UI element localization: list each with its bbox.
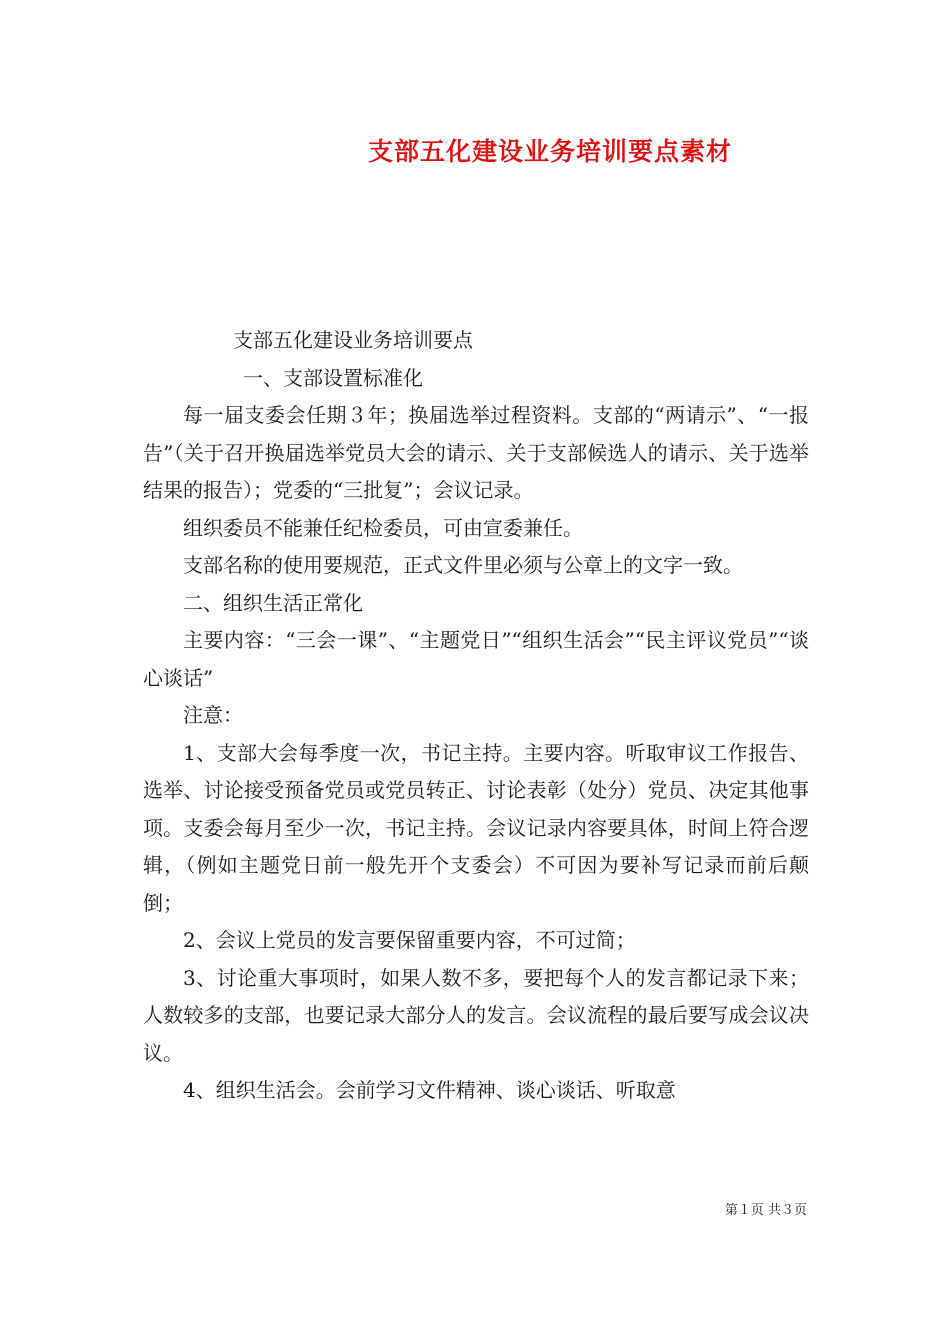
paragraph: 每一届支委会任期３年；换届选举过程资料。支部的“两请示”、“一报告”（关于召开换届选举党员大会的请示、关于支部候选人的请示、关于选举结果的报告）；党委的“三批复”；会议记录。 (143, 403, 809, 502)
paragraph: 组织委员不能兼任纪检委员，可由宣委兼任。 (183, 515, 583, 540)
document-subtitle: 支部五化建设业务培训要点 (233, 328, 473, 352)
page-number: 第１页 共３页 (724, 1203, 807, 1218)
paragraph: 注意： (183, 703, 243, 727)
paragraph: 3、讨论重大事项时，如果人数不多，要把每个人的发言都记录下来；人数较多的支部，也要记录大部分人的发言。会议流程的最后要写成会议决议。 (143, 965, 809, 1065)
paragraph: 4、组织生活会。会前学习文件精神、谈心谈话、听取意 (183, 1078, 676, 1102)
section-heading: 二、组织生活正常化 (183, 590, 363, 615)
paragraph: 1、支部大会每季度一次，书记主持。主要内容。听取审议工作报告、选举、讨论接受预备党员或党员转正、讨论表彰（处分）党员、决定其他事项。支委会每月至少一次，书记主持。会议记录内容要具体，时间上符合逻辑，（例如主题党日前一般先开个支委会）不可因为要补写记录而前后颠倒； (143, 740, 809, 915)
document-body (143, 322, 809, 1110)
paragraph: 支部名称的使用要规范，正式文件里必须与公章上的文字一致。 (183, 553, 743, 577)
paragraph: 主要内容：“三会一课”、“主题党日”“组织生活会”“民主评议党员”“谈心谈话” (143, 628, 809, 690)
paragraph: 2、会议上党员的发言要保留重要内容，不可过简； (183, 928, 636, 952)
document-title: 支部五化建设业务培训要点素材 (367, 137, 732, 166)
section-heading: 一、支部设置标准化 (243, 365, 423, 390)
